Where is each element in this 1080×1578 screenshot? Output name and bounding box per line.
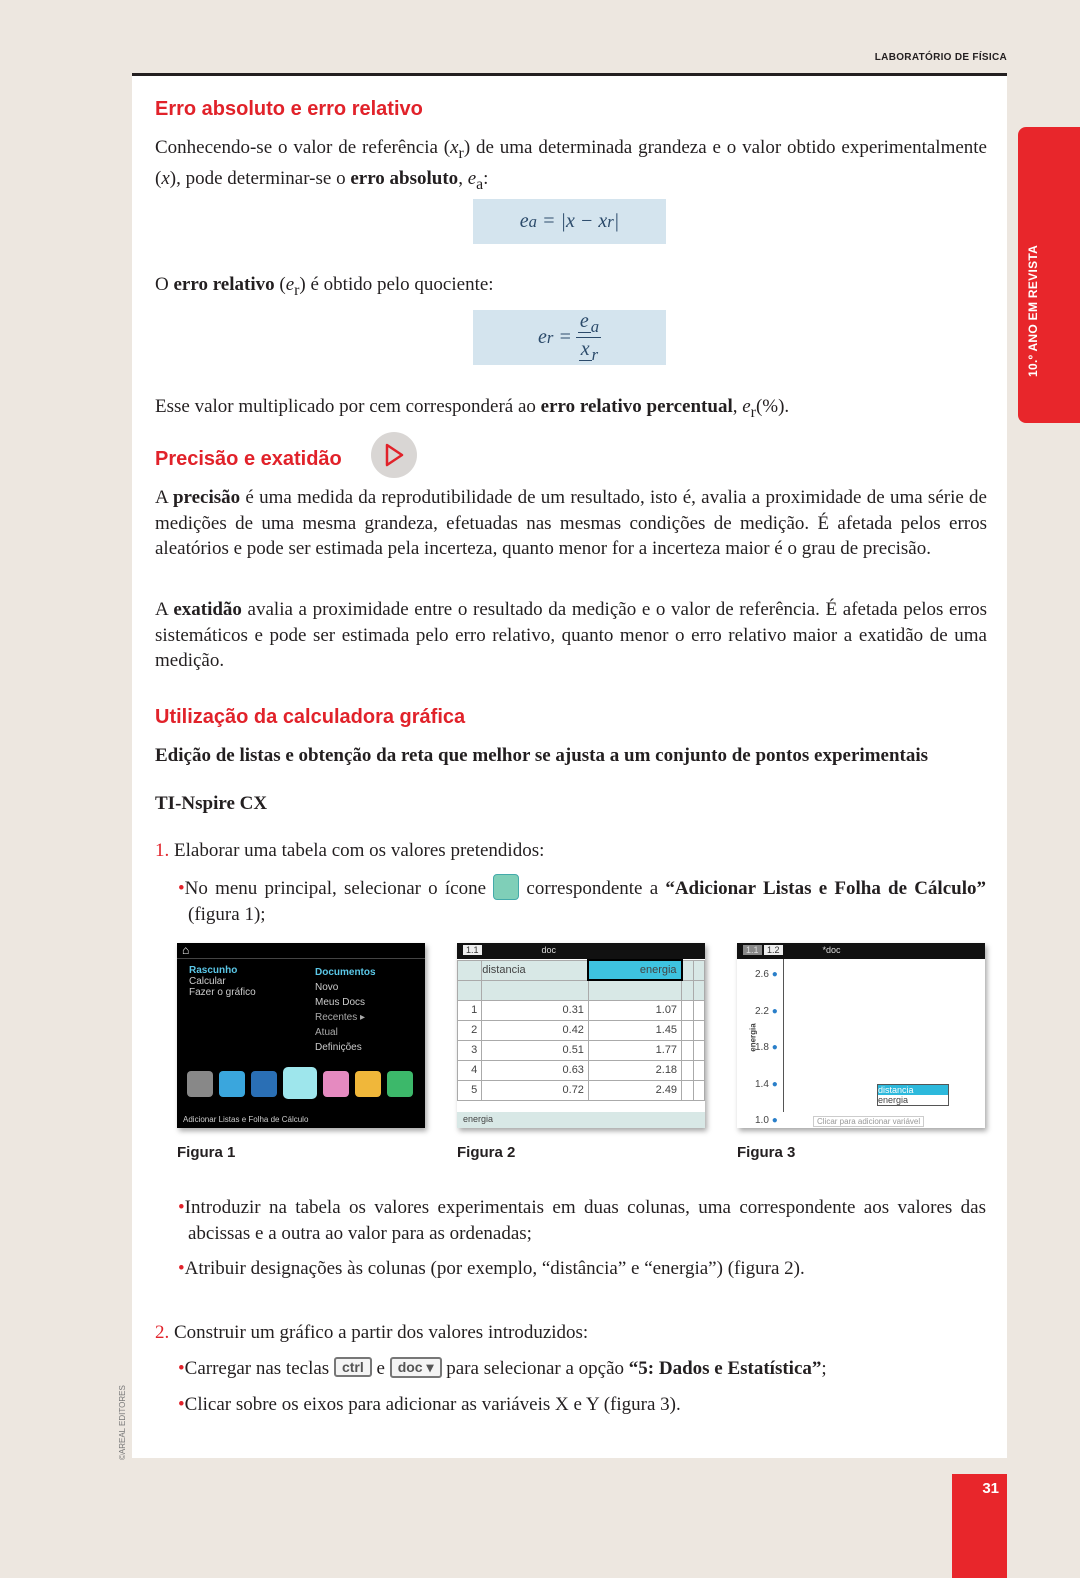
heading-erro: Erro absoluto e erro relativo [155,98,423,120]
ctrl-key: ctrl [334,1357,372,1377]
table-row: 4 0.63 2.18 [458,1060,705,1080]
table-row: 5 0.72 2.49 [458,1080,705,1100]
page-number: 31 [952,1474,1007,1578]
lists-spreadsheet-icon [493,874,519,900]
table-row: 3 0.51 1.77 [458,1040,705,1060]
device-name: TI-Nspire CX [155,793,268,814]
figure-2-screenshot: 1.1 doc distancia energia 1 0.31 1.07 2 0.42 1.45 3 0.51 1.77 4 0.63 2.18 5 0.72 2.49 energia [457,943,705,1128]
heading-calculadora: Utilização da calculadora gráfica [155,706,466,728]
heading-precisao: Precisão e exatidão [155,448,342,470]
copyright: ©AREAL EDITORES [118,1385,127,1460]
bullet-5: •Clicar sobre os eixos para adicionar as variáveis X e Y (figura 3). [178,1394,681,1415]
step-2: 2. Construir um gráfico a partir dos valores introduzidos: [155,1322,589,1343]
paragraph-erro-absoluto: Conhecendo-se o valor de referência $(x_r)$ de uma determinada grandeza e o valor obtido experimentalmente (x), pode determinar-se o erro absoluto, $e_a$: [155,137,987,194]
section-side-tab [1018,127,1080,423]
doc-key: doc ▾ [390,1357,442,1378]
subtitle: Edição de listas e obtenção da reta que melhor se ajusta a um conjunto de pontos experimentais [155,745,929,766]
bullet-4: •Carregar nas teclas ctrl e doc ▾ para selecionar a opção “5: Dados e Estatística”; [178,1358,827,1379]
paragraph-erro-relativo: O erro relativo $(e_r)$ é obtido pelo quociente: [155,274,494,299]
figure-1-screenshot: ⌂ Rascunho Calcular Fazer o gráfico Documentos Novo Meus Docs Recentes ▸ Atual Definições Adicionar Listas e Folha de Cálculo [177,943,425,1128]
paragraph-exatidao: A exatidão avalia a proximidade entre o resultado da medição e o valor de referência. É afetada pelos erros sistemáticos e pode ser estimada pelo erro relativo, quanto menor o erro relativo maior a exatidão de uma medição. [155,599,987,671]
table-row: 1 0.31 1.07 [458,1000,705,1020]
figure-3-caption: Figura 3 [737,1144,796,1161]
figure-2-caption: Figura 2 [457,1144,516,1161]
table-row: 2 0.42 1.45 [458,1020,705,1040]
figure-1-caption: Figura 1 [177,1144,236,1161]
formula-erro-relativo: e r = $\frac{e _a}{x _r}$ [473,310,666,365]
running-header: LABORATÓRIO DE FÍSICA [874,52,1007,63]
bullet-1: •No menu principal, selecionar o ícone correspondente a “Adicionar Listas e Folha de Cálculo” (figura 1); [188,874,986,927]
play-video-button[interactable] [371,432,417,478]
play-icon [383,443,405,467]
step-1: 1. Elaborar uma tabela com os valores pretendidos: [155,840,545,861]
bullet-2: •Introduzir na tabela os valores experimentais em duas colunas, uma correspondente aos valores das abcissas e a outra ao valor para as ordenadas; [178,1197,986,1244]
bullet-3: •Atribuir designações às colunas (por exemplo, “distância” e “energia”) (figura 2). [178,1258,805,1279]
side-tab-label: 10.º ANO EM REVISTA [1026,244,1040,377]
paragraph-precisao: A precisão é uma medida da reprodutibilidade de um resultado, isto é, avalia a proximidade de uma série de medições de uma mesma grandeza, efetuadas nas mesmas condições de medição. É afetada pelos erros aleatórios e pode ser estimada pela incerteza, quanto menor for a incerteza maior é o grau de precisão. [155,487,987,559]
formula-erro-absoluto: e a = |x − x r | [473,199,666,244]
figure-3-screenshot: 1.1 1.2 *doc energia 2.6 ● 2.2 ● 1.8 ● 1.4 ● 1.0 ● distancia energia Clicar para adicionar variável [737,943,985,1128]
paragraph-percentual: Esse valor multiplicado por cem corresponderá ao erro relativo percentual, $e_r(\%)$. [155,396,790,421]
